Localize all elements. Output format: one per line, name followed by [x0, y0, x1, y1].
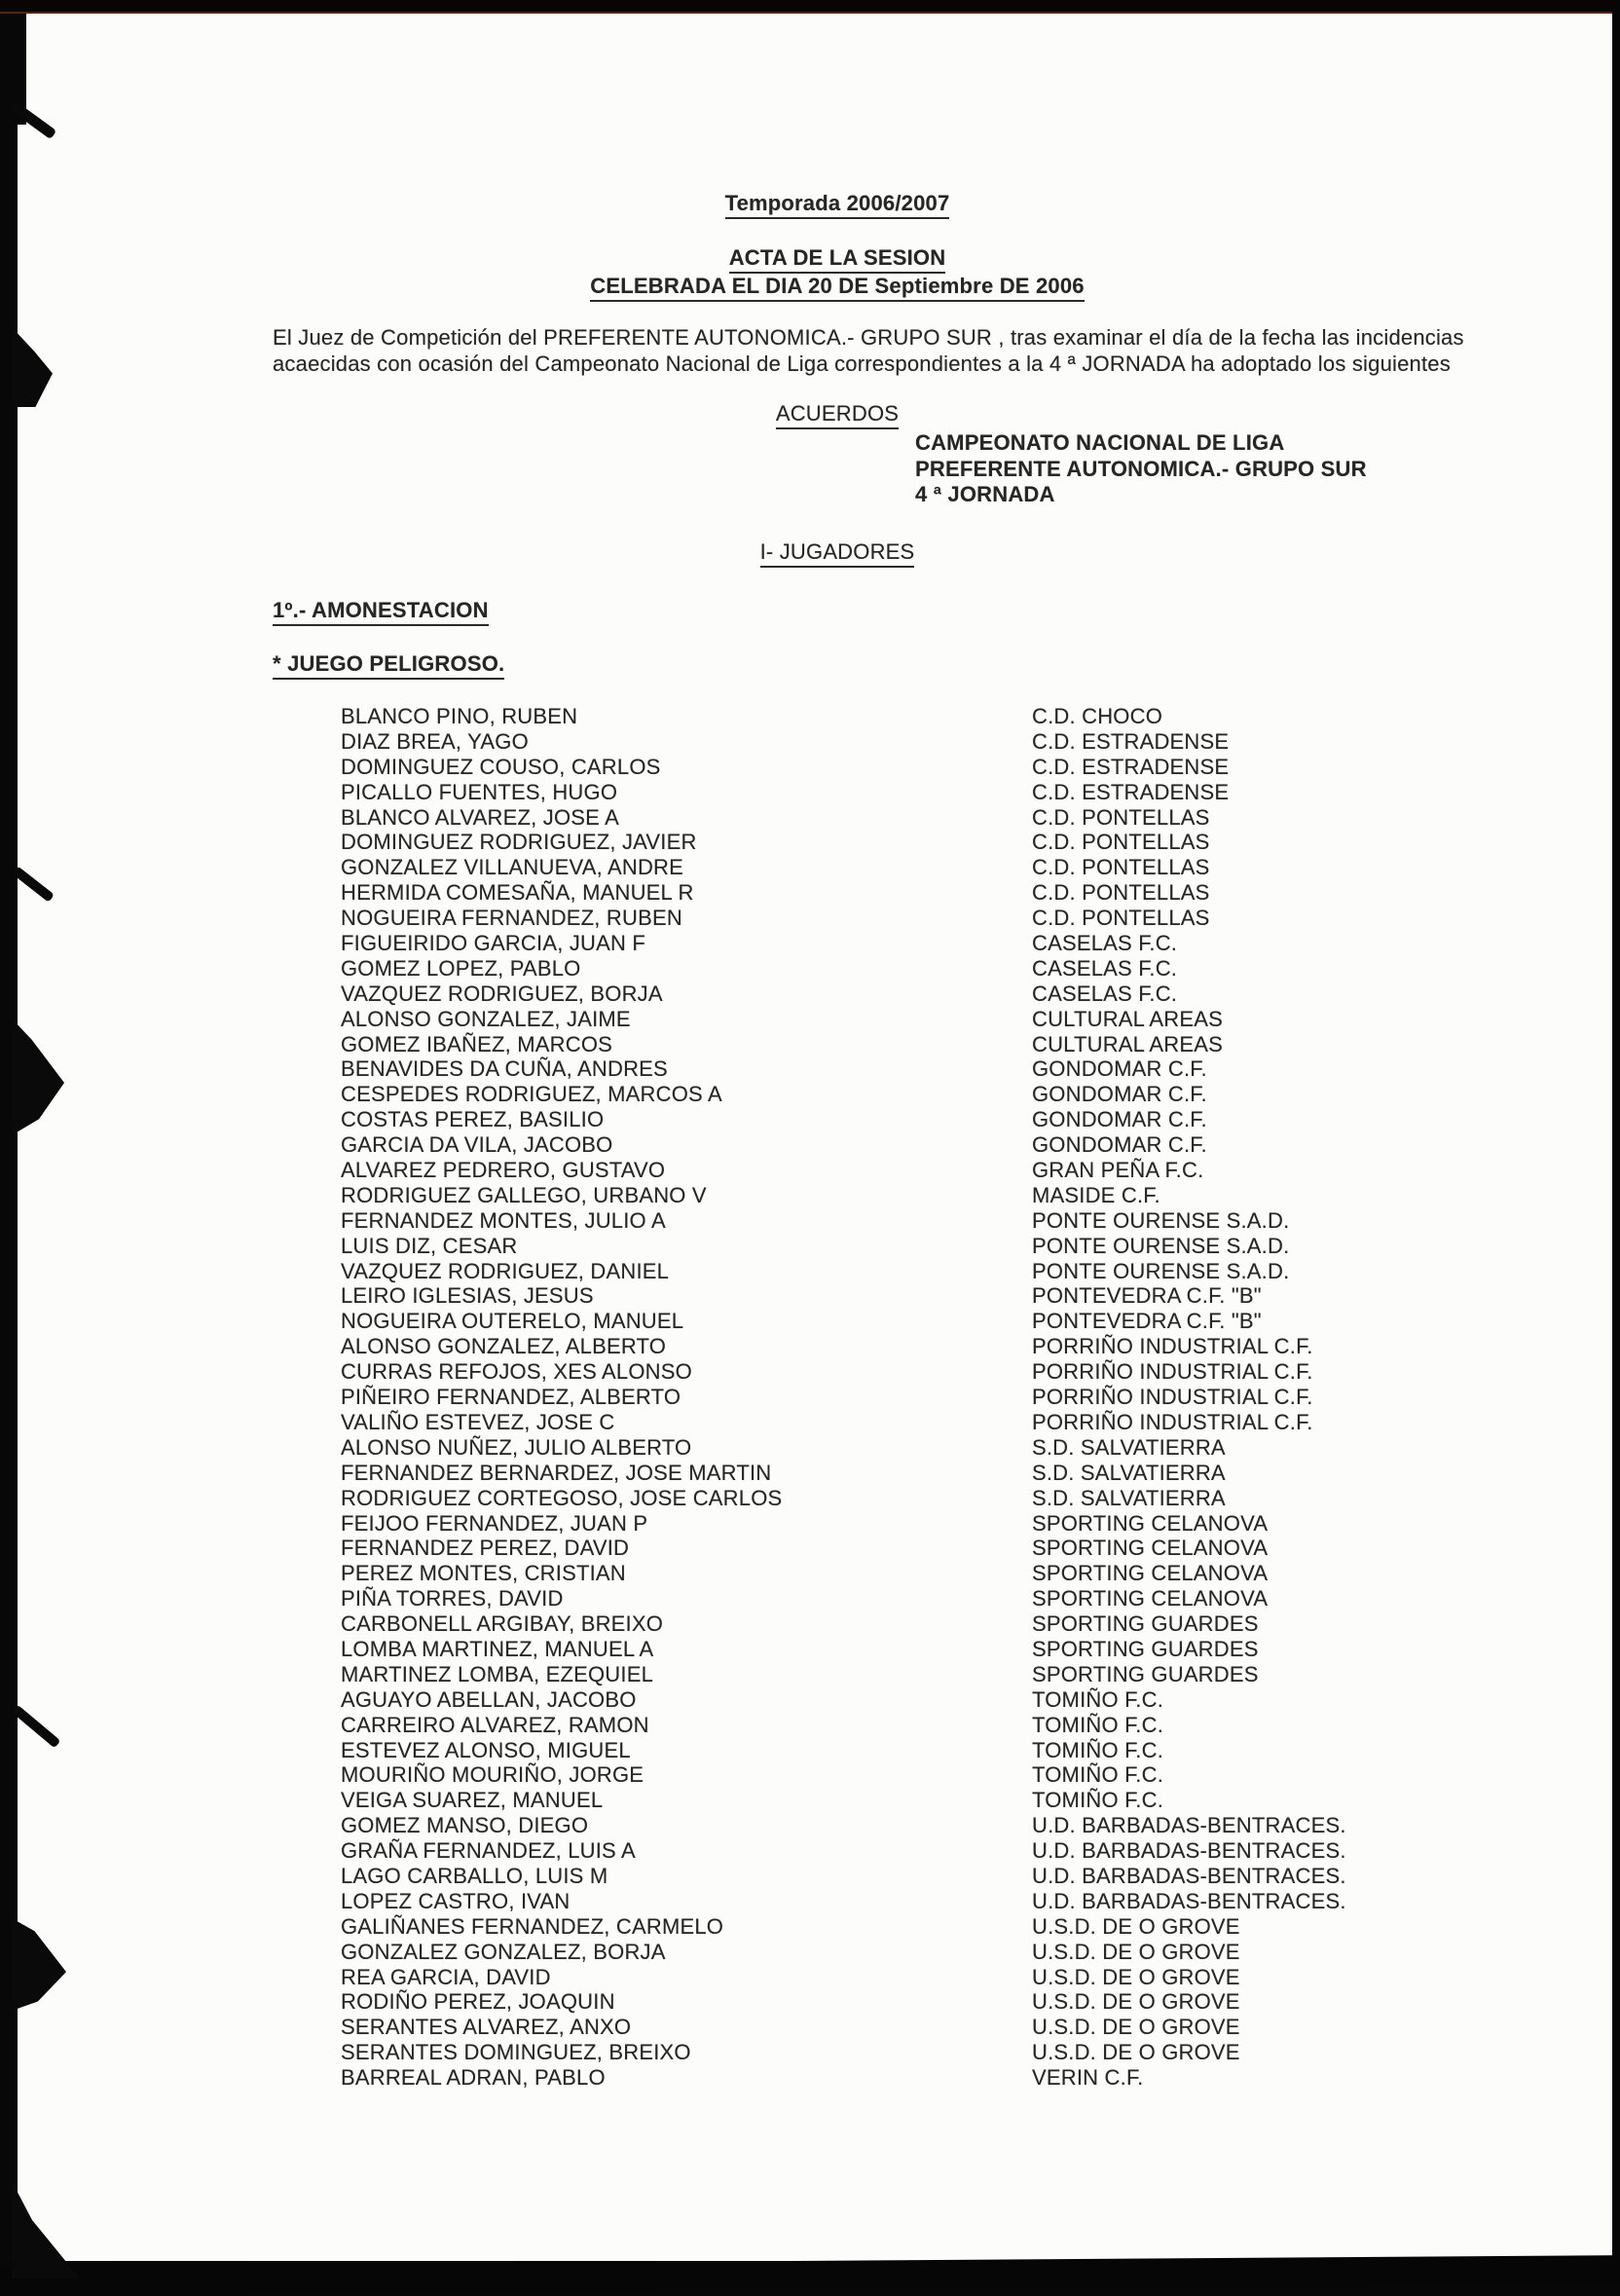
player-name: FERNANDEZ PEREZ, DAVID	[341, 1536, 630, 1561]
club-name: PONTEVEDRA C.F. "B"	[1032, 1309, 1262, 1334]
club-name: U.D. BARBADAS-BENTRACES.	[1032, 1863, 1346, 1888]
club-name: SPORTING GUARDES	[1032, 1611, 1259, 1637]
sanction-row	[341, 1687, 1597, 1713]
club-name: GONDOMAR C.F.	[1032, 1107, 1207, 1132]
player-name: REA GARCIA, DAVID	[341, 1964, 551, 1989]
player-name: COSTAS PEREZ, BASILIO	[341, 1107, 605, 1132]
sanction-row	[341, 2040, 1597, 2065]
players-section-heading-text: I- JUGADORES	[760, 539, 915, 568]
intro-paragraph: El Juez de Competición del PREFERENTE AUTONOMICA.- GRUPO SUR , tras examinar el día de la fecha las incidencias acaecidas con ocasión del Campeonato Nacional de Liga correspondientes a la 4 ª JORNADA ha adoptado los siguientes	[273, 325, 1464, 376]
sanction-row	[341, 755, 1597, 780]
sanction-row	[341, 880, 1597, 906]
sanction-row	[341, 805, 1597, 831]
club-name: SPORTING GUARDES	[1032, 1661, 1259, 1686]
sanction-row	[341, 1234, 1597, 1259]
club-name: S.D. SALVATIERRA	[1032, 1485, 1226, 1510]
player-name: GALIÑANES FERNANDEZ, CARMELO	[341, 1913, 724, 1939]
club-name: CASELAS F.C.	[1032, 931, 1178, 956]
player-name: FEIJOO FERNANDEZ, JUAN P	[341, 1510, 648, 1536]
club-name: TOMIÑO F.C.	[1032, 1762, 1164, 1788]
club-name: C.D. PONTELLAS	[1032, 804, 1210, 830]
club-name: TOMIÑO F.C.	[1032, 1712, 1164, 1737]
player-name: LEIRO IGLESIAS, JESUS	[341, 1283, 594, 1309]
player-name: CARBONELL ARGIBAY, BREIXO	[341, 1611, 664, 1637]
season-title	[273, 191, 1402, 219]
sanction-row	[341, 1158, 1597, 1183]
club-name: SPORTING CELANOVA	[1032, 1561, 1269, 1586]
sanction-row	[341, 981, 1597, 1007]
sanction-row	[341, 780, 1597, 805]
club-name: U.S.D. DE O GROVE	[1032, 1989, 1240, 2015]
player-name: FERNANDEZ BERNARDEZ, JOSE MARTIN	[341, 1460, 772, 1485]
sanction-row	[341, 1007, 1597, 1032]
player-name: VAZQUEZ RODRIGUEZ, DANIEL	[341, 1258, 670, 1283]
player-name: DOMINGUEZ RODRIGUEZ, JAVIER	[341, 830, 697, 855]
club-name: VERIN C.F.	[1032, 2065, 1144, 2091]
player-name: FERNANDEZ MONTES, JULIO A	[341, 1207, 666, 1233]
club-name: PORRIÑO INDUSTRIAL C.F.	[1032, 1334, 1313, 1359]
sanction-row	[341, 1056, 1597, 1082]
club-name: GONDOMAR C.F.	[1032, 1056, 1207, 1082]
player-name: GRAÑA FERNANDEZ, LUIS A	[341, 1838, 636, 1864]
player-name: PICALLO FUENTES, HUGO	[341, 779, 618, 804]
player-name: GOMEZ IBAÑEZ, MARCOS	[341, 1031, 613, 1056]
session-title-line2	[273, 274, 1402, 302]
player-name: ALONSO GONZALEZ, JAIME	[341, 1006, 631, 1031]
club-name: CULTURAL AREAS	[1032, 1006, 1223, 1031]
player-name: BARREAL ADRAN, PABLO	[341, 2065, 606, 2091]
club-name: PONTEVEDRA C.F. "B"	[1032, 1283, 1262, 1309]
club-name: C.D. CHOCO	[1032, 704, 1162, 728]
sanction-row	[341, 1864, 1597, 1889]
sanction-row	[341, 830, 1597, 855]
player-name: PIÑA TORRES, DAVID	[341, 1586, 564, 1611]
club-name: C.D. ESTRADENSE	[1032, 779, 1230, 804]
club-name: C.D. PONTELLAS	[1032, 880, 1210, 906]
player-name: ESTEVEZ ALONSO, MIGUEL	[341, 1737, 631, 1762]
club-name: SPORTING CELANOVA	[1032, 1510, 1269, 1536]
player-name: RODRIGUEZ GALLEGO, URBANO V	[341, 1182, 707, 1207]
player-name: LAGO CARBALLO, LUIS M	[341, 1863, 608, 1888]
amonestacion-heading-text: 1º.- AMONESTACION	[273, 598, 489, 626]
club-name: PONTE OURENSE S.A.D.	[1032, 1233, 1290, 1258]
club-name: CASELAS F.C.	[1032, 981, 1178, 1006]
sanction-row	[341, 1359, 1597, 1385]
sanction-row	[341, 1611, 1597, 1637]
players-section-heading	[273, 539, 1402, 568]
sanction-row	[341, 1989, 1597, 2015]
club-name: U.S.D. DE O GROVE	[1032, 2040, 1240, 2065]
club-name: PORRIÑO INDUSTRIAL C.F.	[1032, 1409, 1313, 1434]
sanction-row	[341, 1965, 1597, 1990]
club-name: SPORTING GUARDES	[1032, 1636, 1259, 1661]
player-name: MARTINEZ LOMBA, EZEQUIEL	[341, 1661, 654, 1686]
club-name: GONDOMAR C.F.	[1032, 1132, 1207, 1158]
sanction-row	[341, 1914, 1597, 1940]
sanction-row	[341, 1132, 1597, 1158]
club-name: PONTE OURENSE S.A.D.	[1032, 1207, 1290, 1233]
sanction-row	[341, 1662, 1597, 1687]
club-name: PORRIÑO INDUSTRIAL C.F.	[1032, 1359, 1313, 1385]
sanction-row	[341, 1107, 1597, 1132]
player-name: BENAVIDES DA CUÑA, ANDRES	[341, 1056, 668, 1082]
player-name: BLANCO PINO, RUBEN	[341, 704, 578, 728]
agreements-heading	[273, 401, 1402, 429]
club-name: U.D. BARBADAS-BENTRACES.	[1032, 1838, 1346, 1864]
sanction-row	[341, 704, 1597, 729]
sanctions-list	[341, 704, 1597, 2091]
sanction-row	[341, 1536, 1597, 1561]
sanction-row	[341, 1889, 1597, 1914]
sanction-row	[341, 1586, 1597, 1611]
club-name: S.D. SALVATIERRA	[1032, 1434, 1226, 1460]
sanction-row	[341, 1813, 1597, 1838]
club-name: C.D. PONTELLAS	[1032, 830, 1210, 855]
sanction-row	[341, 2065, 1597, 2091]
sanction-row	[341, 1385, 1597, 1410]
player-name: PIÑEIRO FERNANDEZ, ALBERTO	[341, 1385, 681, 1410]
club-name: TOMIÑO F.C.	[1032, 1686, 1164, 1712]
player-name: ALONSO NUÑEZ, JULIO ALBERTO	[341, 1434, 692, 1460]
season-title-text: Temporada 2006/2007	[725, 191, 950, 219]
scan-artifact-right-edge	[1612, 0, 1620, 2277]
sanction-row	[341, 855, 1597, 880]
club-name: C.D. ESTRADENSE	[1032, 754, 1230, 779]
player-name: FIGUEIRIDO GARCIA, JUAN F	[341, 931, 646, 956]
player-name: GOMEZ LOPEZ, PABLO	[341, 955, 581, 981]
player-name: PEREZ MONTES, CRISTIAN	[341, 1561, 626, 1586]
competition-line1: CAMPEONATO NACIONAL DE LIGA	[915, 430, 1285, 455]
player-name: GONZALEZ GONZALEZ, BORJA	[341, 1939, 666, 1964]
scan-artifact-top-bar	[0, 0, 1620, 14]
agreements-heading-text: ACUERDOS	[776, 401, 899, 429]
player-name: RODRIGUEZ CORTEGOSO, JOSE CARLOS	[341, 1485, 783, 1510]
club-name: TOMIÑO F.C.	[1032, 1737, 1164, 1762]
club-name: TOMIÑO F.C.	[1032, 1788, 1164, 1813]
juego-peligroso-heading-text: * JUEGO PELIGROSO.	[273, 651, 504, 680]
player-name: VEIGA SUAREZ, MANUEL	[341, 1788, 604, 1813]
competition-block	[915, 430, 1367, 508]
sanction-row	[341, 1334, 1597, 1359]
sanction-row	[341, 2015, 1597, 2040]
club-name: S.D. SALVATIERRA	[1032, 1460, 1226, 1485]
club-name: SPORTING CELANOVA	[1032, 1536, 1269, 1561]
club-name: U.D. BARBADAS-BENTRACES.	[1032, 1813, 1346, 1838]
player-name: NOGUEIRA OUTERELO, MANUEL	[341, 1309, 684, 1334]
club-name: PORRIÑO INDUSTRIAL C.F.	[1032, 1385, 1313, 1410]
sanction-row	[341, 1309, 1597, 1334]
sanction-row	[341, 1259, 1597, 1284]
player-name: HERMIDA COMESAÑA, MANUEL R	[341, 880, 694, 906]
player-name: CARREIRO ALVAREZ, RAMON	[341, 1712, 649, 1737]
player-name: LOPEZ CASTRO, IVAN	[341, 1888, 571, 1913]
club-name: C.D. PONTELLAS	[1032, 906, 1210, 931]
competition-line2: PREFERENTE AUTONOMICA.- GRUPO SUR	[915, 456, 1367, 481]
club-name: U.S.D. DE O GROVE	[1032, 1964, 1240, 1989]
club-name: CASELAS F.C.	[1032, 955, 1178, 981]
player-name: VAZQUEZ RODRIGUEZ, BORJA	[341, 981, 663, 1006]
sanction-row	[341, 931, 1597, 956]
session-title-line2-text: CELEBRADA EL DIA 20 DE Septiembre DE 2006	[590, 274, 1084, 302]
player-name: GARCIA DA VILA, JACOBO	[341, 1132, 613, 1158]
club-name: PONTE OURENSE S.A.D.	[1032, 1258, 1290, 1283]
club-name: GRAN PEÑA F.C.	[1032, 1158, 1204, 1183]
player-name: CURRAS REFOJOS, XES ALONSO	[341, 1359, 692, 1385]
player-name: GONZALEZ VILLANUEVA, ANDRE	[341, 855, 684, 880]
scan-artifact-bottom-bar	[0, 2255, 1620, 2296]
club-name: U.D. BARBADAS-BENTRACES.	[1032, 1888, 1346, 1913]
sanction-row	[341, 1561, 1597, 1586]
sanction-row	[341, 1208, 1597, 1234]
competition-line3: 4 ª JORNADA	[915, 482, 1055, 506]
juego-peligroso-heading	[273, 651, 504, 680]
sanction-row	[341, 1838, 1597, 1864]
player-name: NOGUEIRA FERNANDEZ, RUBEN	[341, 906, 682, 931]
sanction-row	[341, 906, 1597, 931]
player-name: SERANTES DOMINGUEZ, BREIXO	[341, 2040, 691, 2065]
player-name: SERANTES ALVAREZ, ANXO	[341, 2015, 632, 2040]
player-name: BLANCO ALVAREZ, JOSE A	[341, 804, 620, 830]
player-name: LOMBA MARTINEZ, MANUEL A	[341, 1636, 654, 1661]
sanction-row	[341, 1486, 1597, 1511]
club-name: CULTURAL AREAS	[1032, 1031, 1223, 1056]
session-title-line1-text: ACTA DE LA SESION	[729, 245, 946, 274]
sanction-row	[341, 1183, 1597, 1208]
sanction-row	[341, 1762, 1597, 1788]
player-name: DIAZ BREA, YAGO	[341, 728, 529, 754]
sanction-row	[341, 1738, 1597, 1763]
player-name: MOURIÑO MOURIÑO, JORGE	[341, 1762, 644, 1788]
player-name: RODIÑO PEREZ, JOAQUIN	[341, 1989, 615, 2015]
player-name: LUIS DIZ, CESAR	[341, 1233, 518, 1258]
sanction-row	[341, 1410, 1597, 1435]
sanction-row	[341, 729, 1597, 755]
sanction-row	[341, 1435, 1597, 1461]
club-name: C.D. PONTELLAS	[1032, 855, 1210, 880]
player-name: ALONSO GONZALEZ, ALBERTO	[341, 1334, 667, 1359]
session-title-line1	[273, 245, 1402, 274]
sanction-row	[341, 1788, 1597, 1813]
club-name: U.S.D. DE O GROVE	[1032, 2015, 1240, 2040]
player-name: ALVAREZ PEDRERO, GUSTAVO	[341, 1158, 666, 1183]
player-name: GOMEZ MANSO, DIEGO	[341, 1813, 589, 1838]
sanction-row	[341, 956, 1597, 981]
club-name: U.S.D. DE O GROVE	[1032, 1913, 1240, 1939]
sanction-row	[341, 1283, 1597, 1309]
player-name: DOMINGUEZ COUSO, CARLOS	[341, 754, 661, 779]
player-name: CESPEDES RODRIGUEZ, MARCOS A	[341, 1082, 722, 1107]
club-name: SPORTING CELANOVA	[1032, 1586, 1269, 1611]
amonestacion-heading	[273, 598, 489, 626]
player-name: VALIÑO ESTEVEZ, JOSE C	[341, 1409, 615, 1434]
sanction-row	[341, 1637, 1597, 1662]
sanction-row	[341, 1940, 1597, 1965]
sanction-row	[341, 1511, 1597, 1537]
club-name: C.D. ESTRADENSE	[1032, 728, 1230, 754]
club-name: U.S.D. DE O GROVE	[1032, 1939, 1240, 1964]
club-name: MASIDE C.F.	[1032, 1182, 1160, 1207]
sanction-row	[341, 1032, 1597, 1057]
player-name: AGUAYO ABELLAN, JACOBO	[341, 1686, 637, 1712]
club-name: GONDOMAR C.F.	[1032, 1082, 1207, 1107]
sanction-row	[341, 1461, 1597, 1486]
sanction-row	[341, 1713, 1597, 1738]
sanction-row	[341, 1082, 1597, 1107]
